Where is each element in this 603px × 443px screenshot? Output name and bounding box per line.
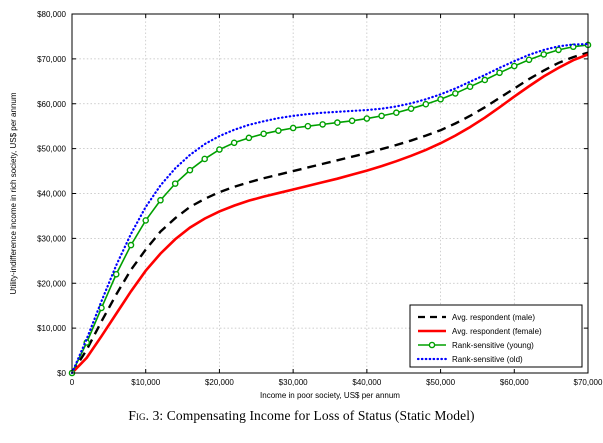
series-marker-2 [261,131,266,136]
y-tick-label: $40,000 [37,189,66,199]
x-tick-label: $60,000 [499,378,529,387]
y-tick-label: $10,000 [37,324,66,334]
y-axis-label: Utility-indifference income in rich society, US$ per annum [9,92,18,295]
y-tick-label: $50,000 [37,144,66,154]
series-marker-2 [541,52,546,57]
series-marker-2 [187,168,192,173]
y-tick-label: $20,000 [37,279,66,289]
series-marker-2 [497,70,502,75]
x-tick-label: $50,000 [426,378,456,387]
x-tick-label: $10,000 [131,378,161,387]
series-marker-2 [158,198,163,203]
series-marker-2 [453,91,458,96]
series-marker-2 [202,156,207,161]
x-tick-label: $30,000 [278,378,308,387]
series-marker-2 [246,135,251,140]
series-marker-2 [305,124,310,129]
series-marker-2 [173,181,178,186]
series-marker-2 [482,77,487,82]
series-marker-2 [350,118,355,123]
series-marker-2 [276,128,281,133]
y-tick-label: $70,000 [37,54,66,64]
figure-caption [0,408,603,424]
series-marker-2 [556,47,561,52]
series-marker-2 [291,125,296,130]
y-tick-label: $0 [57,369,66,378]
series-marker-2 [335,120,340,125]
x-axis-label: Income in poor society, US$ per annum [260,391,400,400]
figure-caption-text: Compensating Income for Loss of Status (Static Model) [166,408,475,423]
series-marker-2 [232,140,237,145]
legend-label-1: Avg. respondent (female) [452,327,542,336]
x-tick-label: $20,000 [204,378,234,387]
series-marker-2 [320,122,325,127]
x-tick-label: $40,000 [352,378,382,387]
series-marker-2 [128,243,133,248]
legend-label-0: Avg. respondent (male) [452,313,536,322]
figure-number: Fig. 3: [128,408,164,423]
y-tick-label: $30,000 [37,234,66,244]
y-tick-label: $80,000 [37,10,66,19]
series-marker-2 [217,147,222,152]
y-tick-label: $60,000 [37,99,66,109]
series-marker-2 [364,116,369,121]
x-tick-label: $70,000 [573,378,603,387]
series-marker-2 [467,84,472,89]
series-marker-2 [423,102,428,107]
legend-label-3: Rank-sensitive (old) [452,355,523,364]
series-marker-2 [408,106,413,111]
chart-legend [410,305,582,367]
series-marker-2 [379,113,384,118]
x-tick-label: 0 [69,378,75,387]
series-marker-2 [526,57,531,62]
legend-label-2: Rank-sensitive (young) [452,341,534,350]
legend-marker-2 [429,342,434,347]
series-marker-2 [438,97,443,102]
series-marker-2 [143,218,148,223]
series-marker-2 [394,110,399,115]
series-marker-2 [512,63,517,68]
